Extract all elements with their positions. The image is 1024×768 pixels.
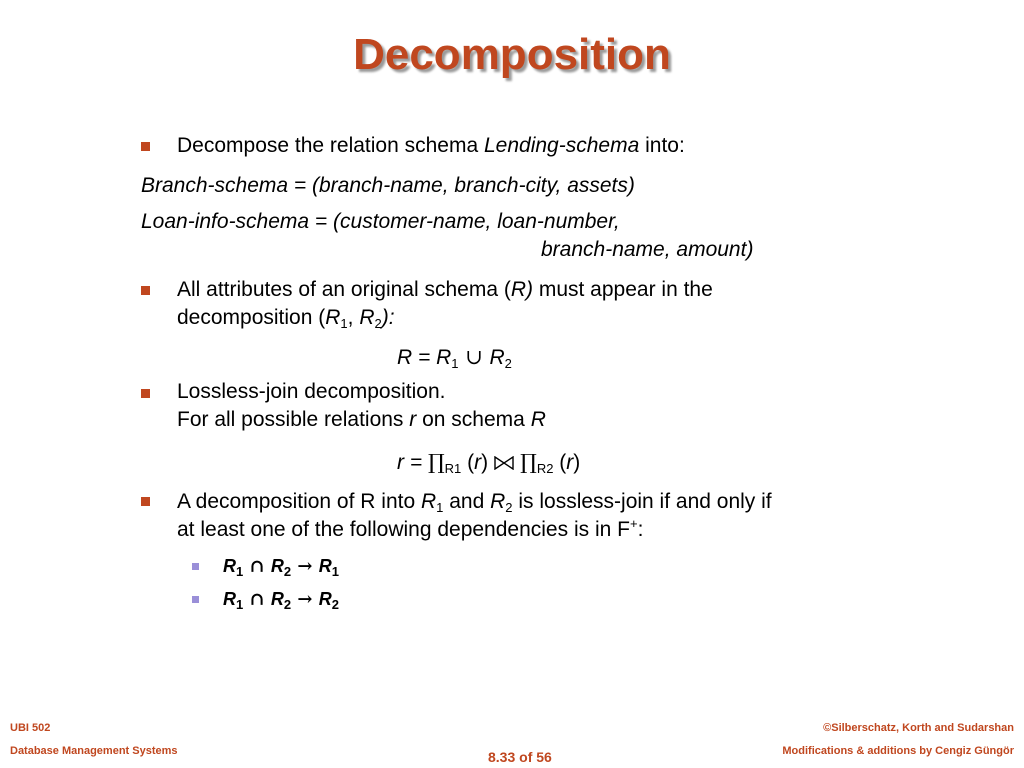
text: ) (481, 451, 489, 474)
text: , (347, 306, 360, 329)
subscript: 1 (340, 316, 348, 331)
eq-lhs: r = (397, 451, 428, 474)
branch-schema: Branch-schema = (branch-name, branch-city, assets) (141, 174, 635, 197)
bullet-attributes-l2 (177, 306, 395, 330)
var: R (270, 556, 284, 576)
text: Lossless-join decomposition. (177, 380, 446, 403)
var: R (318, 556, 332, 576)
subscript: R1 (444, 461, 462, 476)
equation-join (397, 450, 580, 475)
branch-schema-line (141, 174, 635, 198)
subscript: 1 (451, 356, 459, 371)
subscript: 2 (505, 500, 513, 515)
var-r1: R (325, 306, 341, 329)
var-r: R) (510, 278, 533, 301)
text: at least one of the following dependencies is in F (177, 518, 630, 541)
subscript: 2 (331, 597, 339, 612)
subscript: 2 (374, 316, 382, 331)
footer-modifications: Modifications & additions by Cengiz Güngör (782, 745, 1014, 757)
subscript: 2 (283, 564, 292, 579)
text: ) (573, 451, 581, 474)
footer-copyright: ©Silberschatz, Korth and Sudarshan (823, 722, 1014, 734)
var: R (318, 589, 332, 609)
var: R (270, 589, 284, 609)
bullet-marker (141, 497, 150, 506)
var-r2: R (490, 490, 506, 513)
var-r: r (474, 451, 482, 474)
var-r: r (566, 451, 574, 474)
equation-union (397, 345, 512, 370)
text: is lossless-join if and only if (512, 490, 772, 513)
bullet-lossless-l1 (177, 380, 445, 404)
loan-schema-line-1 (141, 210, 620, 234)
var-R: R (530, 408, 546, 431)
eq-lhs: R = R (397, 346, 452, 369)
bullet-decomposition-l2 (177, 518, 643, 542)
subscript: 2 (504, 356, 512, 371)
arrow-icon: → (291, 556, 319, 577)
text: ): (381, 306, 395, 329)
sub-bullet-marker (192, 596, 199, 603)
text: must appear in the (533, 278, 713, 301)
text: into: (639, 134, 685, 157)
text: decomposition ( (177, 306, 326, 329)
natural-join-icon (494, 456, 514, 470)
text: ( (461, 451, 475, 474)
bullet-marker (141, 389, 150, 398)
var-r1: R (420, 490, 437, 513)
loan-schema-2: branch-name, amount) (541, 238, 754, 261)
text: : (637, 518, 644, 541)
arrow-icon: → (291, 589, 319, 610)
projection-symbol: ∏ (520, 450, 537, 474)
projection-symbol: ∏ (427, 450, 445, 474)
text: A decomposition of R into (177, 490, 421, 513)
dependency-2 (223, 589, 339, 610)
var: R (223, 556, 236, 576)
text: All attributes of an original schema ( (177, 278, 511, 301)
subscript: 1 (331, 564, 339, 579)
slide-title: Decomposition (353, 30, 671, 79)
subscript: 1 (236, 597, 244, 612)
subscript: 1 (436, 500, 444, 515)
var-r2: R (489, 346, 505, 369)
text: on schema (416, 408, 531, 431)
intersection-symbol: ∩ (243, 589, 271, 610)
subscript: R2 (536, 461, 554, 476)
bullet-decomposition-l1 (177, 490, 772, 514)
var-r2: R (359, 306, 375, 329)
schema-name: Lending-schema (484, 134, 640, 157)
superscript: + (629, 516, 638, 531)
bullet-marker (141, 286, 150, 295)
footer-subject: Database Management Systems (10, 745, 178, 757)
bullet-marker (141, 142, 150, 151)
intersection-symbol: ∩ (243, 556, 271, 577)
bullet-attributes-l1 (177, 278, 713, 302)
loan-schema-line-2 (541, 238, 753, 262)
subscript: 2 (283, 597, 292, 612)
page-number: 8.33 of 56 (488, 749, 552, 765)
var-r: r (409, 408, 417, 431)
bullet-decompose (177, 134, 685, 158)
var: R (223, 589, 236, 609)
text: Decompose the relation schema (177, 134, 484, 157)
loan-schema-1: Loan-info-schema = (customer-name, loan-number, (141, 210, 620, 233)
dependency-1 (223, 556, 339, 577)
text: ( (553, 451, 567, 474)
subscript: 1 (236, 564, 244, 579)
bullet-lossless-l2 (177, 408, 546, 432)
text: and (443, 490, 491, 513)
union-symbol: ∪ (458, 345, 490, 369)
footer-course: UBI 502 (10, 722, 51, 734)
sub-bullet-marker (192, 563, 199, 570)
text: For all possible relations (177, 408, 410, 431)
